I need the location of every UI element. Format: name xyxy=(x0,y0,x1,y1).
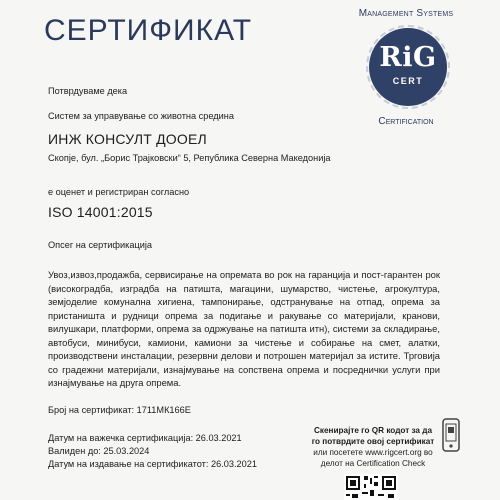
certificate-number: Број на сертификат: 1711МК166Е xyxy=(48,405,191,415)
scope-text: Увоз,извоз,продажба, сервисирање на опремата во рок на гаранција и пост-гарантен рок (високоградба, изградба на патишта, магацини, шумарство, чистење, агрокултура, земјоделие комунална хигиена, тампонирање, одстранување на отпад, опрема за пристаништа и рудници опрема за подигање и ракување со материјали, кранови, вилушкари, платформи, опрема за одржување на патишта итн), системи за складирање, автобуси, минибуси, камиони, камиони за чистење и собирање на смет, алатки, производствени инсталации, резервни делови и потрошен материјал за истите. Трговија со градежни материјали, изнајмување на сопствена опрема и посреднички услуги при изнајмување на друга опрема. xyxy=(48,269,440,388)
company-name: ИНЖ КОНСУЛТ ДООЕЛ xyxy=(48,131,207,147)
qr-line-1: Скенирајте го QR кодот за да xyxy=(313,426,433,435)
issue-date: Датум на издавање на сертификатот: 26.03.2021 xyxy=(48,459,257,469)
scope-label: Опсег на сертификација xyxy=(48,240,152,250)
qr-instructions xyxy=(300,425,446,469)
company-address: Скопје, бул. „Борис Трајковски“ 5, Република Северна Македонија xyxy=(48,153,331,163)
qr-line-4: делот на Certification Check xyxy=(320,459,426,468)
seal-main-text: RiG xyxy=(379,42,437,73)
qr-line-2: го потврдите овој сертификат xyxy=(311,437,435,446)
logo-top-text: Management Systems xyxy=(358,8,454,19)
assessed-text: е оценет и регистриран согласно xyxy=(48,187,190,197)
standard-name: ISO 14001:2015 xyxy=(48,204,153,220)
system-text: Систем за управување со животна средина xyxy=(48,111,234,121)
valid-from-date: Датум на важечка сертификација: 26.03.2021 xyxy=(48,433,242,443)
confirm-text: Потврдуваме дека xyxy=(48,86,128,96)
seal-badge xyxy=(369,28,447,106)
seal-sub-text: CERT xyxy=(392,76,424,86)
qr-line-3: или посетете www.rigcert.org во xyxy=(313,448,433,457)
phone-scan-icon xyxy=(441,418,461,452)
valid-until-date: Валиден до: 25.03.2024 xyxy=(48,446,150,456)
page-title: СЕРТИФИКАТ xyxy=(44,14,253,47)
qr-code-icon[interactable] xyxy=(344,474,398,500)
rigcert-logo xyxy=(346,8,466,130)
logo-bottom-text: Certification xyxy=(378,116,434,127)
